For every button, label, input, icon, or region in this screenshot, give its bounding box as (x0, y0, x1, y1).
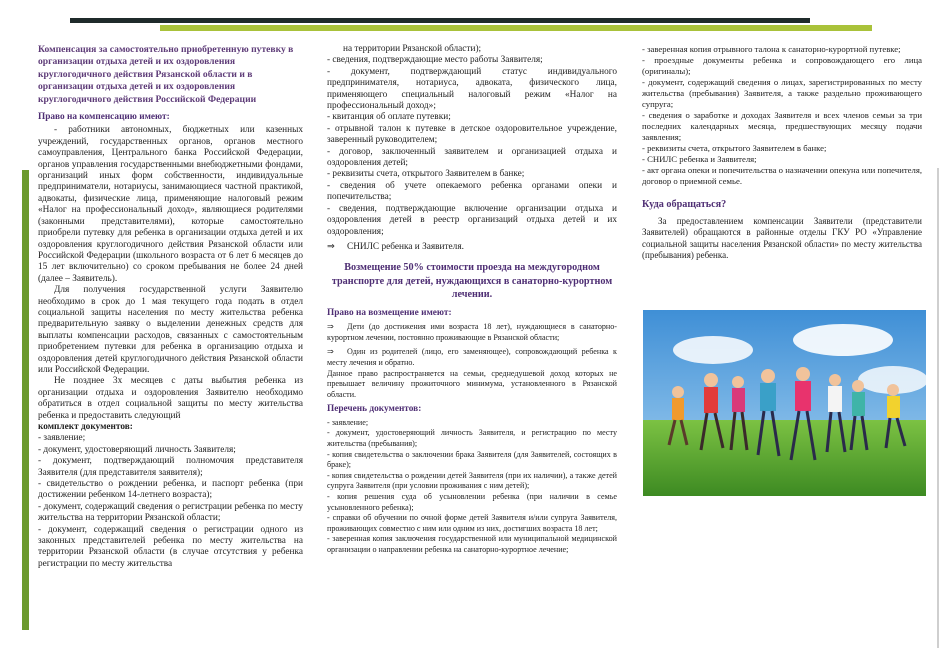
doc-item: - заявление; (38, 433, 86, 444)
column-2 (327, 44, 617, 556)
doc-item: - заверенная копия отрывного талона к санаторно-курортной путевке; (642, 44, 901, 54)
doc-item: - проездные документы ребенка и сопровождающего его лица (оригиналы); (642, 55, 922, 76)
doc-item: - документ, содержащий сведения о регистрации одного из законных представителей ребенка по месту жительства на территории Рязанской области (в случае отсутствия у ребенка регистрации по месту жительства (38, 524, 303, 569)
doc-item: - документ, удостоверяющий личность Заявителя, и регистрацию по месту жительства (пребывания); (327, 428, 617, 448)
doc-item: - СНИЛС ребенка и Заявителя; (642, 154, 757, 164)
eligibility-paragraph: - работники автономных, бюджетных или казенных учреждений, государственных органов, органов местного самоуправления, Центрального банка Российской Федерации, органов управления государственными внебюджетными фондами, организаций иных форм собственности, индивидуальные предприниматели, нотариусы, занимающиеся частной практикой, адвокаты, физические лица, применяющие налоговый режим «Налог на профессиональный доход», являющиеся родителями (законными представителями), которые самостоятельно приобрели путевку для ребенка в организации отдыха детей и их оздоровления круглогодичного действия Рязанской области или Российской Федерации (школьного возраста от 6 лет 6 месяцев до 15 лет включительно) со сроком пребывания не более 24 дней (далее – Заявитель). (38, 125, 303, 284)
documents-list-heading: Перечень документов: (327, 404, 422, 415)
doc-item: - документ, подтверждающий статус индивидуального предпринимателя, нотариуса, адвоката, физического лица, применяющего специальный налоговый режим «Налог на профессиональный доход»; (327, 66, 617, 112)
column-1 (38, 44, 303, 570)
top-decor-bar-dark (70, 18, 810, 23)
doc-item: - сведения об учете опекаемого ребенка органами опеки и попечительства; (327, 180, 617, 203)
right-to-compensation-heading: Право на компенсацию имеют: (38, 112, 170, 123)
doc-item: - сведения о заработке и доходах Заявителя и всех членов семьи за три последних календарных месяца, предшествующих месяцу подачи заявления; (642, 110, 922, 142)
doc-item: - заявление; (327, 417, 369, 427)
doc-item: - заверенная копия заключения государственной или муниципальной медицинской организации о направлении ребенка на санаторно-курортное лечение; (327, 534, 617, 554)
right-item: ⇒ Один из родителей (лицо, его заменяющее), сопровождающий ребенка к месту лечения и обратно. (327, 346, 617, 367)
snils-text: СНИЛС ребенка и Заявителя. (347, 241, 464, 252)
arrow-icon: ⇒ (327, 240, 335, 252)
deadline-paragraph: Не позднее 3х месяцев с даты выбытия ребенка из организации отдыха и оздоровления Заявителю необходимо обратиться в отдел социальной защиты по месту жительства ребенка и предоставить следующий (38, 376, 303, 421)
doc-item: - квитанция об оплате путевки; (327, 112, 451, 123)
doc-item: - реквизиты счета, открытого Заявителем в банке; (327, 169, 525, 180)
photo-illustration (643, 310, 926, 496)
doc-item: - документ, содержащий сведения о регистрации ребенка по месту жительства на территории Рязанской области; (38, 501, 303, 524)
doc-item: - копия свидетельства о рождении детей Заявителя (при их наличии), а также детей супруга Заявителя (при условии проживания с ним детей); (327, 470, 617, 491)
doc-item: - договор, заключенный заявителем и организацией отдыха и оздоровления детей; (327, 146, 617, 169)
where-to-apply-heading: Куда обращаться? (642, 199, 727, 210)
snils-line (327, 241, 617, 253)
income-note: Данное право распространяется на семьи, среднедушевой доход которых не превышает величину прожиточного минимума, установленного в Рязанской области. (327, 368, 617, 399)
doc-item: - копия свидетельства о заключении брака Заявителя (для Заявителей, состоящих в браке); (327, 449, 617, 470)
children-running-photo (643, 310, 926, 496)
travel-reimbursement-title: Возмещение 50% стоимости проезда на междугородном транспорте для детей, нуждающихся в санаторно-курортном лечении. (331, 262, 613, 301)
document-set-heading: комплект документов: (38, 422, 133, 432)
right-to-reimbursement-heading: Право на возмещение имеют: (327, 307, 452, 318)
left-decor-bar (22, 170, 29, 630)
arrow-icon: ⇒ (327, 346, 334, 357)
doc-item: - документ, удостоверяющий личность Заявителя; (38, 444, 236, 455)
doc-item: - отрывной талон к путевке в детское оздоровительное учреждение, заверенный руководителем; (327, 123, 617, 146)
doc-item: на территории Рязанской области); (343, 44, 482, 54)
right-item: ⇒ Дети (до достижения ими возраста 18 лет), нуждающиеся в санаторно-курортном лечении, постоянно проживающие в Рязанской области; (327, 321, 617, 342)
where-to-apply-text: За предоставлением компенсации Заявители (представители Заявителей) обращаются в районные отделы ГКУ РО «Управление социальной защиты населения Рязанской области» по месту жительства (пребывания) ребенка. (642, 216, 922, 261)
doc-item: - документ, содержащий сведения о лицах, зарегистрированных по месту жительства (пребывания) Заявителя, а также раздельно проживающего супруга; (642, 77, 922, 109)
doc-item: - сведения, подтверждающие включение организации отдыха и оздоровления детей в реестр организаций отдыха детей и их оздоровления; (327, 203, 617, 237)
arrow-icon: ⇒ (327, 321, 334, 332)
right-border-line (937, 168, 939, 648)
doc-item: - сведения, подтверждающие место работы Заявителя; (327, 55, 543, 66)
column-3 (642, 44, 922, 262)
doc-item: - документ, подтверждающий полномочия представителя Заявителя (для представителя заявителя); (38, 456, 303, 478)
doc-item: - свидетельство о рождении ребенка, и паспорт ребенка (при достижении ребенком 14-летнего возраста); (38, 479, 303, 501)
doc-item: - справки об обучении по очной форме детей Заявителя и/или супруга Заявителя, проживающих совместно с ним или одним из них, достигших возраста 18 лет; (327, 513, 617, 533)
doc-item: - реквизиты счета, открытого Заявителем в банке; (642, 143, 827, 153)
doc-item: - акт органа опеки и попечительства о назначении опекуна или попечителя, договор о приемной семье. (642, 165, 922, 186)
top-decor-bar-green (160, 25, 872, 31)
application-paragraph: Для получения государственной услуги Заявителю необходимо в срок до 1 мая текущего года подать в отдел социальной защиты населения по месту жительства ребенка предварительную заявку о выделении денежных средств для выплаты компенсации расходов, связанных с самостоятельным приобретением путевки для ребенка в организацию отдыха и оздоровления детей круглогодичного действия Рязанской области или Российской Федерации. (38, 285, 303, 375)
column-1-title: Компенсация за самостоятельно приобретенную путевку в организации отдыха детей и их оздоровления круглогодичного действия Рязанской области и в организации отдыха детей и их оздоровления круглогодичного действия Российской Федерации (38, 44, 294, 105)
doc-item: - копия решения суда об усыновлении ребенка (при наличии в семье усыновленного ребенка); (327, 491, 617, 512)
